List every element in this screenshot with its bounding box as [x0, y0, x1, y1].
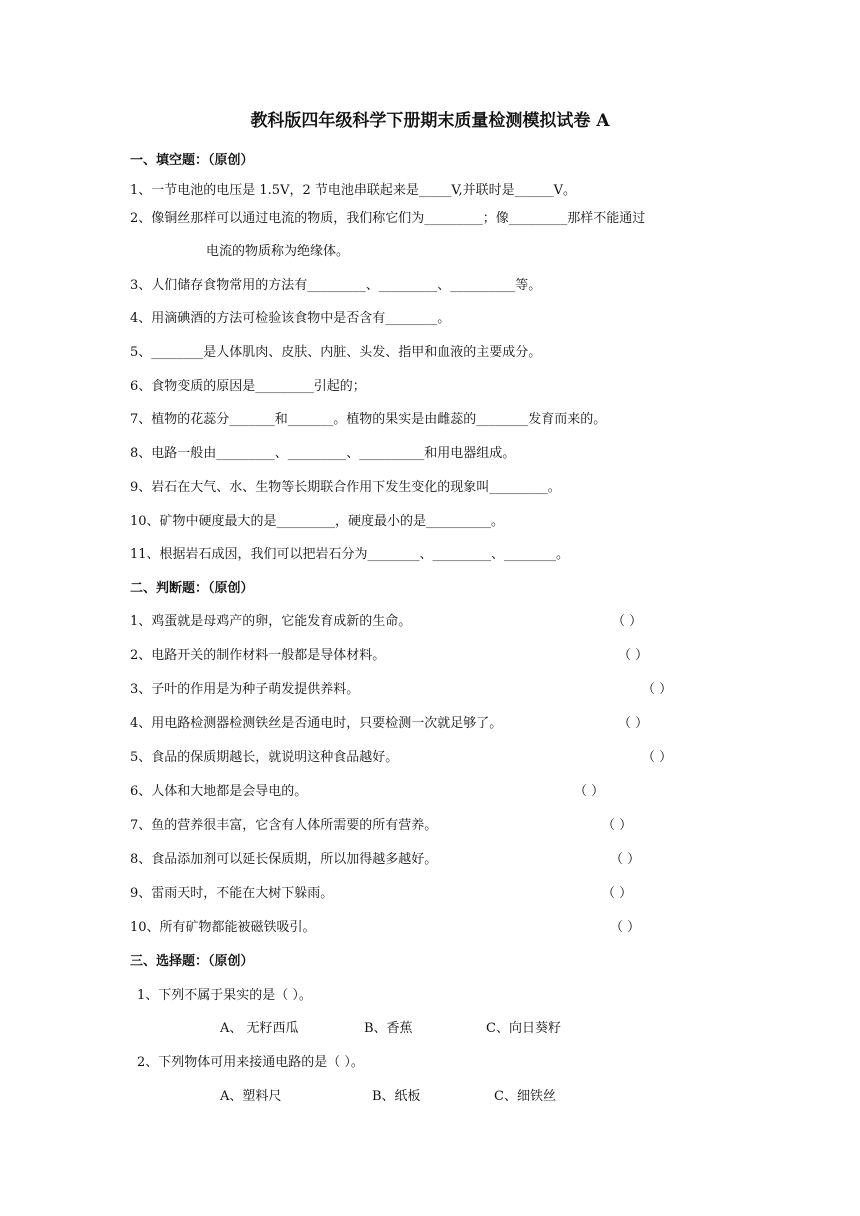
choice-1-option-b: B、香蕉 [364, 1021, 413, 1036]
section-heading-judge: 二、判断题：（原创） [130, 581, 254, 596]
judge-question-1: 1、鸡蛋就是母鸡产的卵，它能发育成新的生命。 [130, 614, 412, 629]
fill-question-2-continued: 电流的物质称为绝缘体。 [206, 244, 350, 259]
judge-answer-paren-1: （ ） [612, 614, 643, 629]
judge-answer-paren-5: （ ） [642, 750, 673, 765]
judge-question-5: 5、食品的保质期越长，就说明这种食品越好。 [130, 750, 399, 765]
page-title: 教科版四年级科学下册期末质量检测模拟试卷 A [250, 111, 610, 131]
judge-question-6: 6、人体和大地都是会导电的。 [130, 784, 308, 799]
choice-question-1: 1、下列不属于果实的是（ ）。 [137, 988, 312, 1003]
fill-question-4: 4、用滴碘酒的方法可检验该食物中是否含有________。 [130, 311, 451, 326]
judge-answer-paren-9: （ ） [602, 886, 633, 901]
judge-answer-paren-8: （ ） [610, 852, 641, 867]
judge-question-10: 10、所有矿物都能被磁铁吸引。 [130, 920, 316, 935]
section-heading-choice: 三、选择题：（原创） [130, 954, 254, 969]
fill-question-8: 8、电路一般由_________、_________、__________和用电器组成。 [130, 446, 516, 461]
judge-question-4: 4、用电路检测器检测铁丝是否通电时，只要检测一次就足够了。 [130, 716, 503, 731]
choice-question-2: 2、下列物体可用来接通电路的是（ ）。 [137, 1055, 364, 1070]
choice-2-option-c: C、细铁丝 [494, 1089, 556, 1104]
judge-question-8: 8、食品添加剂可以延长保质期，所以加得越多越好。 [130, 852, 438, 867]
choice-1-option-a: A、 无籽西瓜 [220, 1021, 299, 1036]
judge-question-9: 9、雷雨天时，不能在大树下躲雨。 [130, 886, 334, 901]
judge-answer-paren-2: （ ） [618, 648, 649, 663]
choice-2-option-b: B、纸板 [372, 1089, 421, 1104]
fill-question-7: 7、植物的花蕊分_______和_______。植物的果实是由雌蕊的________发育而来的。 [130, 412, 607, 427]
fill-question-11: 11、根据岩石成因，我们可以把岩石分为________、_________、________。 [130, 547, 570, 562]
judge-question-2: 2、电路开关的制作材料一般都是导体材料。 [130, 648, 386, 663]
fill-question-10: 10、矿物中硬度最大的是_________，硬度最小的是__________。 [130, 514, 505, 529]
judge-answer-paren-6: （ ） [574, 784, 605, 799]
choice-2-option-a: A、塑料尺 [220, 1089, 282, 1104]
judge-answer-paren-4: （ ） [618, 716, 649, 731]
choice-1-option-c: C、向日葵籽 [486, 1021, 561, 1036]
judge-answer-paren-7: （ ） [602, 818, 633, 833]
fill-question-6: 6、食物变质的原因是_________引起的； [130, 379, 366, 394]
fill-question-3: 3、人们储存食物常用的方法有_________、_________、__________等。 [130, 278, 542, 293]
fill-question-9: 9、岩石在大气、水、生物等长期联合作用下发生变化的现象叫_________。 [130, 480, 561, 495]
judge-question-3: 3、子叶的作用是为种子萌发提供养料。 [130, 682, 360, 697]
fill-question-5: 5、________是人体肌肉、皮肤、内脏、头发、指甲和血液的主要成分。 [130, 345, 542, 360]
fill-question-1: 1、一节电池的电压是 1.5V，2 节电池串联起来是_____V,并联时是______V。 [130, 183, 577, 198]
judge-answer-paren-10: （ ） [610, 920, 641, 935]
judge-question-7: 7、鱼的营养很丰富，它含有人体所需要的所有营养。 [130, 818, 438, 833]
judge-answer-paren-3: （ ） [642, 682, 673, 697]
fill-question-2: 2、像铜丝那样可以通过电流的物质，我们称它们为_________；像_________那样不能通过 [130, 211, 646, 226]
section-heading-fill: 一、填空题：（原创） [130, 153, 254, 168]
